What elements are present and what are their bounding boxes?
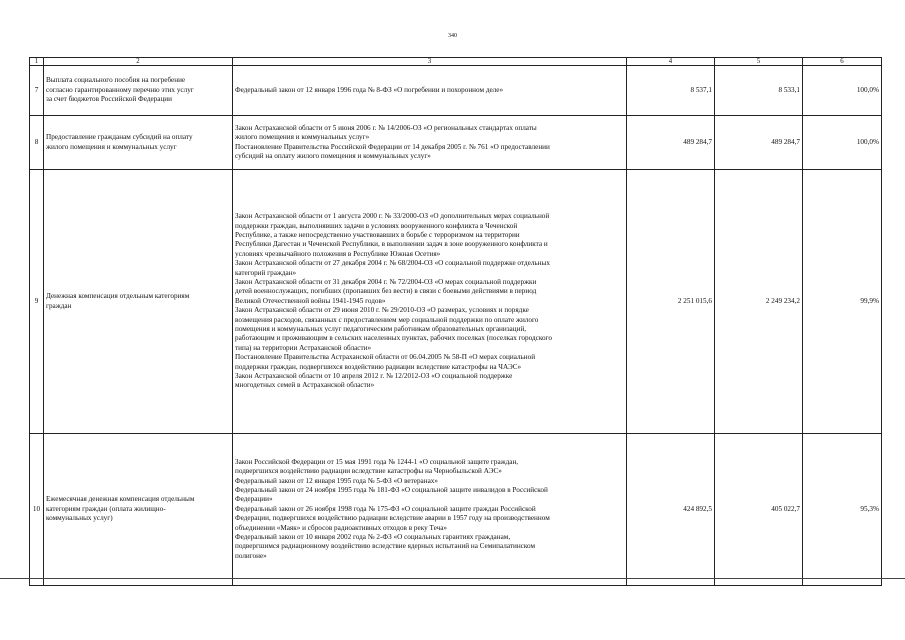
basis-line: Постановление Правительства Астраханской области от 06.04.2005 № 58-П «О мерах социальной xyxy=(235,353,536,362)
basis-line: Постановление Правительства Российской Федерации от 14 декабря 2005 г. № 761 «О предоставлении xyxy=(235,142,550,151)
basis-line: детей военнослужащих, погибших (пропавших без вести) в связи с боевыми действиями в период xyxy=(235,287,537,296)
row-number: 10 xyxy=(30,434,44,586)
basis-line: Федеральный закон от 26 ноября 1998 года № 175-ФЗ «О социальной защите граждан Российской xyxy=(235,504,536,513)
basis-line: Федеральный закон от 12 января 1996 года № 8-ФЗ «О погребении и похоронном деле» xyxy=(235,85,504,94)
row-legal-basis xyxy=(233,66,627,116)
execution-percent: 99,9% xyxy=(803,170,882,434)
basis-line: объединении «Маяк» и сбросов радиоактивных отходов в реку Теча» xyxy=(235,523,448,532)
basis-line: поддержки граждан, подвергшихся воздействию радиации вследствие катастрофы на ЧАЭС» xyxy=(235,362,522,371)
basis-line: Закон Российской Федерации от 15 мая 1991 года № 1244-1 «О социальной защите граждан, xyxy=(235,457,519,466)
basis-line: Закон Астраханской области от 5 июня 2006 г. № 14/2006-ОЗ «О региональных стандартах оплаты xyxy=(235,123,537,132)
basis-line: подвергшихся воздействию радиации вследствие катастрофы на Чернобыльской АЭС» xyxy=(235,467,502,476)
row-legal-basis xyxy=(233,434,627,586)
row-name-line: Выплата социального пособия на погребение xyxy=(46,76,186,85)
row-name-line: Ежемесячная денежная компенсация отдельным xyxy=(46,495,195,504)
basis-line: жилого помещения и коммунальных услуг» xyxy=(235,133,370,142)
basis-line: Закон Астраханской области от 29 июня 2010 г. № 29/2010-ОЗ «О размерах, условиях и порядке xyxy=(235,306,529,315)
planned-value: 8 537,1 xyxy=(627,66,715,116)
scan-edge-line xyxy=(0,578,905,579)
basis-line: Республике, а также непосредственно участвовавших в борьбе с терроризмом на территории xyxy=(235,230,520,239)
col-header-4: 4 xyxy=(627,58,715,66)
row-name-line: за счет бюджетов Российской Федерации xyxy=(46,95,172,104)
row-legal-basis xyxy=(233,170,627,434)
col-header-1: 1 xyxy=(30,58,44,66)
planned-value: 2 251 015,6 xyxy=(627,170,715,434)
basis-line: помещения и коммунальных услуг педагогическим работникам образовательных организаций, xyxy=(235,325,527,334)
basis-line: полигоне» xyxy=(235,551,267,560)
col-header-5: 5 xyxy=(715,58,803,66)
basis-line: возмещения расходов, связанных с предоставлением мер социальной поддержки по оплате жилого xyxy=(235,315,539,324)
row-name xyxy=(44,434,233,586)
row-name-line: жилого помещения и коммунальных услуг xyxy=(46,142,177,151)
basis-line: Закон Астраханской области от 31 декабря 2004 г. № 72/2004-ОЗ «О мерах социальной поддержки xyxy=(235,277,537,286)
basis-line: условиях чрезвычайного положения в Республике Южная Осетия» xyxy=(235,249,441,258)
actual-value: 489 284,7 xyxy=(715,116,803,170)
basis-line: подвергшимся радиационному воздействию вследствие ядерных испытаний на Семипалатинском xyxy=(235,542,535,551)
col-header-3: 3 xyxy=(233,58,627,66)
row-name-line: Денежная компенсация отдельным категориям xyxy=(46,292,190,301)
basis-line: Федеральный закон от 10 января 2002 года № 2-ФЗ «О социальных гарантиях гражданам, xyxy=(235,533,511,542)
basis-line: категорий граждан» xyxy=(235,268,297,277)
basis-line: поддержки граждан, выполнявших задачи в условиях вооруженного конфликта в Чеченской xyxy=(235,221,518,230)
row-name-line: граждан xyxy=(46,301,72,310)
row-name-line: категориям граждан (оплата жилищно- xyxy=(46,504,166,513)
planned-value: 489 284,7 xyxy=(627,116,715,170)
table-row xyxy=(30,170,882,434)
row-name xyxy=(44,116,233,170)
basis-line: Закон Астраханской области от 1 августа 2000 г. № 33/2000-ОЗ «О дополнительных мерах социальной xyxy=(235,212,550,221)
row-name xyxy=(44,66,233,116)
row-number: 7 xyxy=(30,66,44,116)
actual-value: 8 533,1 xyxy=(715,66,803,116)
row-name-line: Предоставление гражданам субсидий на оплату xyxy=(46,133,193,142)
basis-line: Федеральный закон от 12 января 1995 года № 5-ФЗ «О ветеранах» xyxy=(235,476,438,485)
basis-line: многодетных семей в Астраханской области» xyxy=(235,381,375,390)
col-header-6: 6 xyxy=(803,58,882,66)
actual-value: 405 022,7 xyxy=(715,434,803,586)
header-row xyxy=(30,58,882,66)
basis-line: типа) на территории Астраханской области» xyxy=(235,343,372,352)
execution-percent: 100,0% xyxy=(803,116,882,170)
basis-line: Федеральный закон от 24 ноября 1995 года № 181-ФЗ «О социальной защите инвалидов в Российской xyxy=(235,485,548,494)
basis-line: Закон Астраханской области от 27 декабря 2004 г. № 68/2004-ОЗ «О социальной поддержке отдельных xyxy=(235,259,550,268)
basis-line: Федерации» xyxy=(235,495,273,504)
basis-line: Республики Дагестан и Чеченской Республики, в выполнении задач в зоне вооруженного конфликта и xyxy=(235,240,548,249)
execution-percent: 95,3% xyxy=(803,434,882,586)
row-name-line: согласно гарантированному перечню этих услуг xyxy=(46,85,194,94)
row-name-line: коммунальных услуг) xyxy=(46,514,113,523)
row-number: 9 xyxy=(30,170,44,434)
basis-line: субсидий на оплату жилого помещения и коммунальных услуг» xyxy=(235,151,431,160)
actual-value: 2 249 234,2 xyxy=(715,170,803,434)
table-row xyxy=(30,66,882,116)
basis-line: Федерации, подвергшихся воздействию радиации вследствие аварии в 1957 году на производственном xyxy=(235,514,550,523)
row-number: 8 xyxy=(30,116,44,170)
table-row xyxy=(30,434,882,586)
budget-table xyxy=(29,57,882,586)
row-name xyxy=(44,170,233,434)
basis-line: Великой Отечественной войны 1941-1945 годов» xyxy=(235,296,386,305)
execution-percent: 100,0% xyxy=(803,66,882,116)
basis-line: Закон Астраханской области от 10 апреля 2012 г. № 12/2012-ОЗ «О социальной поддержке xyxy=(235,372,513,381)
page-number: 340 xyxy=(448,33,457,39)
col-header-2: 2 xyxy=(44,58,233,66)
row-legal-basis xyxy=(233,116,627,170)
basis-line: работающим и проживающим в сельских населенных пунктах, рабочих поселках (поселках городского xyxy=(235,334,552,343)
table-row xyxy=(30,116,882,170)
planned-value: 424 892,5 xyxy=(627,434,715,586)
